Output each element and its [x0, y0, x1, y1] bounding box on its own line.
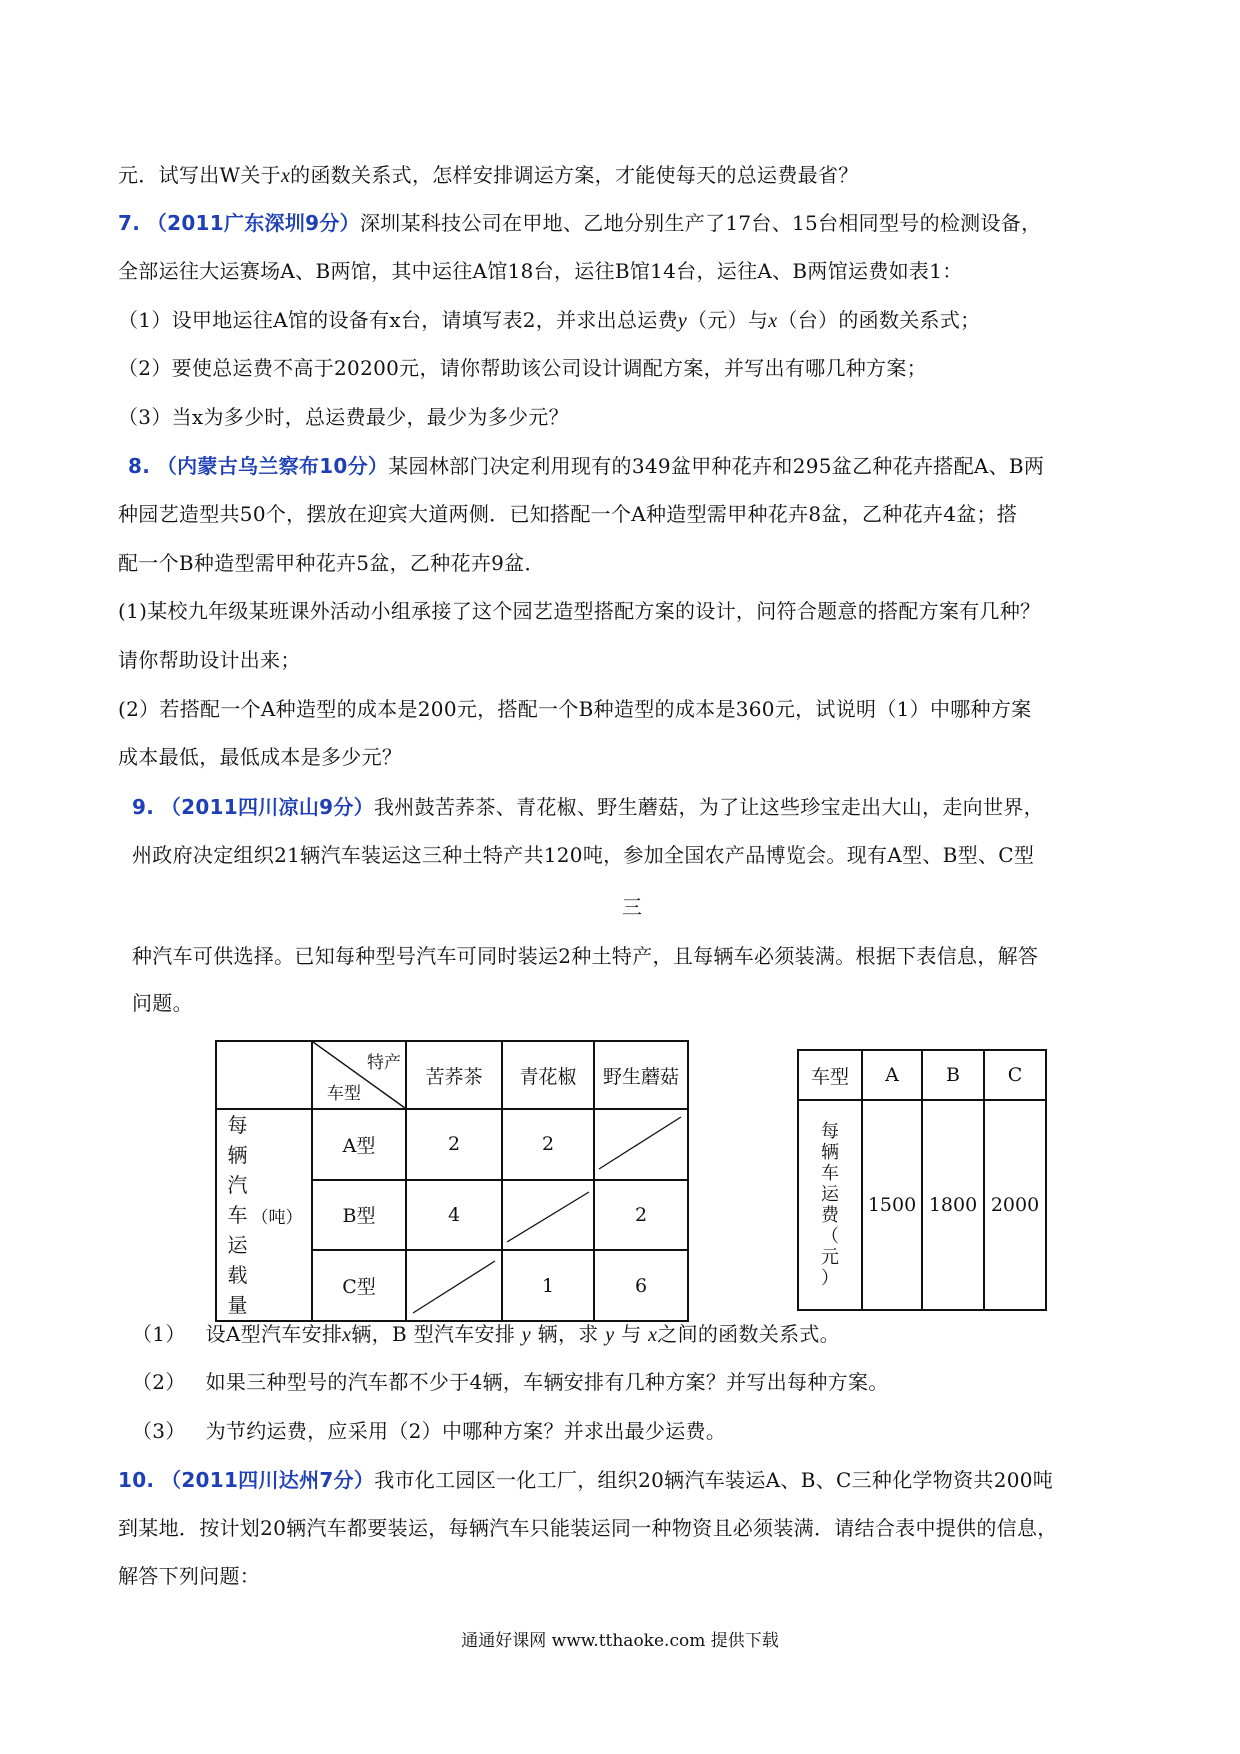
question-7-part-1 [118, 305, 980, 336]
row-header-char: 每 [227, 1113, 248, 1137]
text: （元）与 [687, 308, 769, 332]
text: 辆，B 型汽车安排 [351, 1322, 516, 1346]
table-cell: 2 [594, 1180, 688, 1251]
table-cell: 1800 [922, 1100, 984, 1310]
text-line: 成本最低，最低成本是多少元？ [118, 745, 403, 769]
table-cell-empty [406, 1250, 502, 1321]
text-line: 配一个B种造型需甲种花卉5盆，乙种花卉9盆． [118, 551, 545, 575]
question-source: （2011四川凉山9分） [160, 795, 374, 819]
page-footer: 通通好课网 www.tthaoke.com 提供下载 [461, 1631, 779, 1651]
question-number: 7. [118, 211, 141, 235]
question-source: （内蒙古乌兰察布10分） [156, 454, 389, 478]
question-text: 我市化工园区一化工厂，组织20辆汽车装运A、B、C三种化学物资共200吨 [374, 1468, 1054, 1492]
row-header-char: 运 [821, 1184, 839, 1205]
cost-table [797, 1049, 1047, 1311]
question-7-heading [118, 208, 1041, 238]
row-type: B型 [312, 1180, 406, 1251]
variable-y: y [605, 1324, 615, 1346]
row-type: A型 [312, 1109, 406, 1180]
question-source: （2011广东深圳9分） [146, 211, 360, 235]
row-header-char: 汽 [227, 1173, 248, 1197]
corner-top-label: 特产 [367, 1053, 401, 1073]
text: 如果三种型号的汽车都不少于4辆，车辆安排有几种方案？并写出每种方案。 [205, 1370, 889, 1394]
text-line: 请你帮助设计出来； [118, 648, 301, 672]
text-line: 到某地．按计划20辆汽车都要装运，每辆汽车只能装运同一种物资且必须装满．请结合表中提供的信息， [118, 1516, 1058, 1540]
question-8-heading [128, 451, 1044, 481]
diagonal-slash [503, 1182, 593, 1248]
row-header-char: 元 [821, 1247, 839, 1268]
table-cell: 2 [406, 1109, 502, 1180]
question-number: 8. [128, 454, 151, 478]
text-line: 问题。 [132, 991, 193, 1015]
variable-x: x [768, 310, 778, 332]
table-corner-header [312, 1041, 406, 1109]
text-line [118, 160, 859, 191]
row-header-char: 运 [227, 1233, 248, 1257]
table-cell: 1500 [862, 1100, 922, 1310]
column-header: 青花椒 [502, 1041, 594, 1109]
corner-bottom-label: 车型 [327, 1084, 361, 1104]
text: （1）设甲地运往A馆的设备有x台，请填写表2，并求出总运费 [118, 308, 678, 332]
text: 为节约运费，应采用（2）中哪种方案？并求出最少运费。 [205, 1419, 727, 1443]
question-9-part-1 [132, 1319, 840, 1350]
question-number: 9. [132, 795, 155, 819]
text-line: 三 [622, 895, 643, 919]
variable-x: x [648, 1324, 658, 1346]
row-header-char: 车 [821, 1163, 839, 1184]
question-7-part-3: （3）当x为多少时，总运费最少，最少为多少元？ [118, 405, 569, 429]
row-header [798, 1100, 862, 1310]
row-header-char: 辆 [821, 1142, 839, 1163]
text-line: 州政府决定组织21辆汽车装运这三种土特产共120吨，参加全国农产品博览会。现有A型、B型、C型 [132, 843, 1035, 867]
column-header: C [984, 1050, 1046, 1100]
column-header: 野生蘑菇 [594, 1041, 688, 1109]
question-10-heading [118, 1465, 1053, 1495]
row-type: C型 [312, 1250, 406, 1321]
row-header-char: ） [821, 1268, 839, 1289]
variable-x: x [342, 1324, 352, 1346]
table-cell: 2000 [984, 1100, 1046, 1310]
load-table [215, 1040, 689, 1322]
column-header: 苦荞茶 [406, 1041, 502, 1109]
text: 辆，求 [537, 1322, 599, 1346]
table-cell: 2 [502, 1109, 594, 1180]
table-cell-empty [594, 1109, 688, 1180]
row-header-char: 辆 [227, 1143, 248, 1167]
row-header [216, 1109, 312, 1321]
row-header-char: 载 [227, 1263, 248, 1287]
row-header-char: 每 [821, 1121, 839, 1142]
part-number: （2） [132, 1370, 186, 1394]
text-line: 全部运往大运赛场A、B两馆，其中运往A馆18台，运往B馆14台，运往A、B两馆运费如表1： [118, 259, 963, 283]
text-line: 种园艺造型共50个，摆放在迎宾大道两侧．已知搭配一个A种造型需甲种花卉8盆，乙种花卉4盆；搭 [118, 502, 1018, 526]
text: 元．试写出W关于 [118, 163, 281, 187]
row-header-char: （ [821, 1226, 839, 1247]
column-header: B [922, 1050, 984, 1100]
question-text: 我州鼓苦荞茶、青花椒、野生蘑菇，为了让这些珍宝走出大山，走向世界， [373, 795, 1044, 819]
question-source: （2011四川达州7分） [161, 1468, 375, 1492]
question-text: 某园林部门决定利用现有的349盆甲种花卉和295盆乙种花卉搭配A、B两 [388, 454, 1045, 478]
text-line: 解答下列问题： [118, 1564, 261, 1588]
table-corner: 车型 [798, 1050, 862, 1100]
table-cell: 1 [502, 1250, 594, 1321]
text-line: 种汽车可供选择。已知每种型号汽车可同时装运2种土特产，且每辆车必须装满。根据下表信息，解答 [132, 944, 1039, 968]
variable-x: x [280, 165, 291, 187]
row-header-char: 费 [821, 1205, 839, 1226]
text: 设A型汽车安排 [205, 1322, 343, 1346]
text: 与 [621, 1322, 642, 1346]
row-header-unit: （吨） [251, 1207, 303, 1228]
question-8-part-1: (1)某校九年级某班课外活动小组承接了这个园艺造型搭配方案的设计，问符合题意的搭配方案有几种？ [118, 599, 1041, 623]
question-number: 10. [118, 1468, 155, 1492]
row-header-char: 车 [227, 1203, 248, 1227]
diagonal-slash [595, 1111, 687, 1177]
question-7-part-2: （2）要使总运费不高于20200元，请你帮助该公司设计调配方案，并写出有哪几种方案； [118, 356, 927, 380]
variable-y: y [521, 1324, 531, 1346]
text: 的函数关系式，怎样安排调运方案，才能使每天的总运费最省？ [290, 163, 859, 187]
text: 之间的函数关系式。 [657, 1322, 840, 1346]
part-number: （3） [132, 1419, 186, 1443]
table-corner-blank [216, 1041, 312, 1109]
diagonal-slash [407, 1253, 501, 1319]
table-cell: 4 [406, 1180, 502, 1251]
question-9-part-2 [132, 1367, 889, 1397]
question-text: 深圳某科技公司在甲地、乙地分别生产了17台、15台相同型号的检测设备， [359, 211, 1042, 235]
question-9-heading [132, 792, 1044, 822]
row-header-char: 量 [227, 1293, 248, 1317]
question-8-part-2: (2）若搭配一个A种造型的成本是200元，搭配一个B种造型的成本是360元，试说明（1）中哪种方案 [118, 697, 1032, 721]
question-9-part-3 [132, 1416, 726, 1446]
column-header: A [862, 1050, 922, 1100]
table-cell-empty [502, 1180, 594, 1251]
table-cell: 6 [594, 1250, 688, 1321]
part-number: （1） [132, 1322, 186, 1346]
text: （台）的函数关系式； [777, 308, 981, 332]
variable-y: y [677, 310, 688, 332]
